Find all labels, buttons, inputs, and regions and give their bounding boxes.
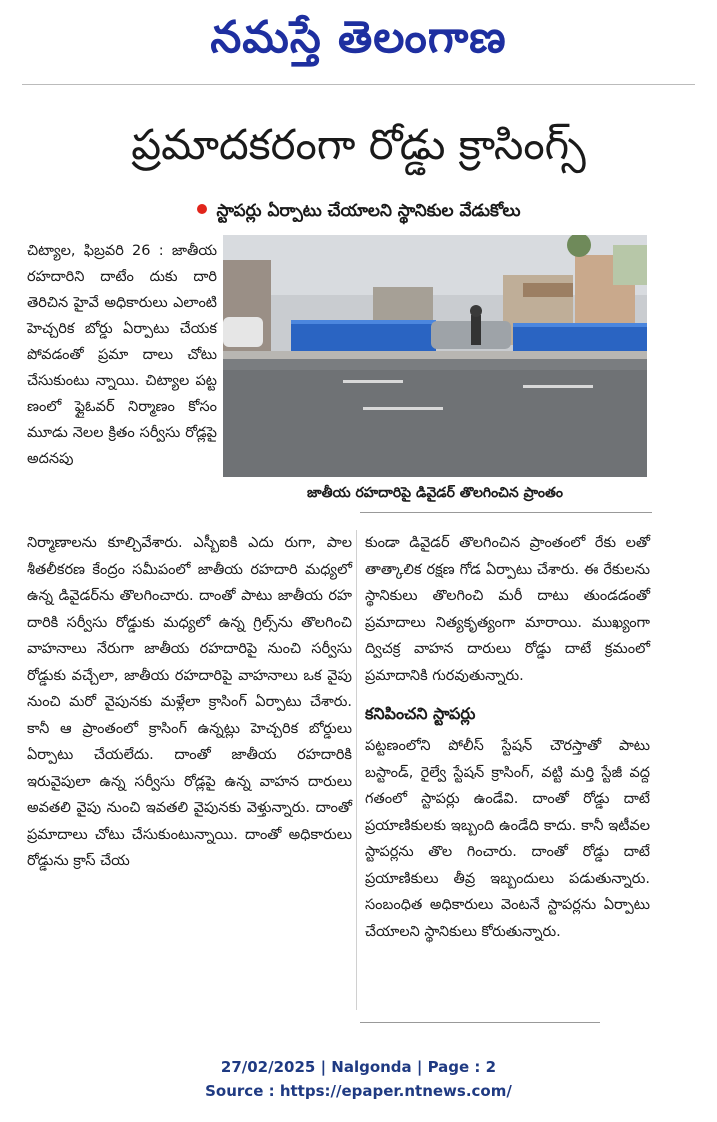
caption-divider <box>360 512 652 513</box>
photo-caption: జాతీయ రహదారిపై డివైడర్ తొలగించిన ప్రాంతం <box>307 485 563 501</box>
masthead-divider <box>22 84 695 85</box>
article-subheading: కనిపించని స్టాపర్లు <box>365 704 476 723</box>
article-column-left <box>27 238 217 472</box>
column-divider <box>356 530 357 1010</box>
subheadline-text: స్టాపర్లు ఏర్పాటు చేయాలని స్థానికుల వేడుకోలు <box>216 201 521 221</box>
article-text-right-2: పట్టణంలోని పోలీస్ స్టేషన్ చౌరస్తాతో పాటు బస్టాండ్, రైల్వే స్టేషన్ క్రాసింగ్, వట్టి మర్తి స్టేజీ వద్ద గతంలో స్టాపర్లు ఉండేవి. దాంతో రోడ్డు దాటే ప్రయాణికులకు ఇబ్బంది ఉండేది కాదు. కానీ ఇటీవల స్టాపర్లను తొల గించారు. దాంతో రోడ్డు దాటే ప్రయాణికులు తీవ్ర ఇబ్బందులు పడుతున్నారు. సంబంధిత అధికారులు వెంటనే స్టాపర్లను ఏర్పాటు చేయాలని స్థానికులు కోరుతున్నారు. <box>365 738 650 940</box>
newspaper-masthead: నమస్తే తెలంగాణ <box>210 12 507 63</box>
article-headline: ప్రమాదకరంగా రోడ్డు క్రాసింగ్స్ <box>131 120 586 169</box>
news-photo <box>223 235 647 477</box>
article-dateline: చిట్యాల, ఫిబ్రవరి 26 : <box>27 243 164 259</box>
road-divider-photo <box>223 235 647 477</box>
footer-source-link[interactable]: Source : https://epaper.ntnews.com/ <box>205 1082 512 1100</box>
bullet-icon <box>197 204 207 214</box>
article-text-middle: నిర్మాణాలను కూల్చివేశారు. ఎస్బీఐకి ఎదు రుగా, పాల శీతలీకరణ కేంద్రం సమీపంలో జాతీయ రహదారి మధ్యలో ఉన్న డివైడర్‌ను తొలగించారు. దాంతో పాటు జాతీయ రహ దారికి సర్వీసు రోడ్డుకు మధ్యలో ఉన్న గ్రిల్స్‌ను తొలగించి వాహనాలు నేరుగా జాతీయ రహదారిపై నుంచి సర్వీసు రోడ్డుకు వచ్చేలా, జాతీయ రహదారిపై వాహనాలు ఒక వైపు నుంచి మరో వైపునకు మళ్లేలా క్రాసింగ్ ఏర్పాటు చేశారు. కానీ ఆ ప్రాంతంలో క్రాసింగ్ ఉన్నట్లు హెచ్చరిక బోర్డులు ఏర్పాటు చేయలేదు. దాంతో జాతీయ రహదారికి ఇరువైపులా ఉన్న సర్వీసు రోడ్లపై ఉన్న వాహన దారులు అవతలి వైపు నుంచి ఇవతలి వైపునకు వెళ్తున్నారు. దాంతో ప్రమాదాలు చోటు చేసుకుంటున్నాయి. దాంతో అధికారులు రోడ్డును క్రాస్ చేయ <box>27 535 352 869</box>
article-column-middle <box>27 530 352 875</box>
article-column-right <box>365 530 650 945</box>
article-text-right: కుండా డివైడర్ తొలగించిన ప్రాంతంలో రేకు లతో తాత్కాలిక రక్షణ గోడ ఏర్పాటు చేశారు. ఈ రేకులను స్థానికులు తొలగించి మరీ దాటు తుండడంతో ప్రమాదాలు నిత్యకృత్యంగా మారాయి. ముఖ్యంగా ద్విచక్ర వాహన దారులు రోడ్డు దాటే క్రమంలో ప్రమాదానికి గురవుతున్నారు. <box>365 535 650 684</box>
cropped-next-headline <box>90 1036 510 1044</box>
footer-publication-info: 27/02/2025 | Nalgonda | Page : 2 <box>220 1058 497 1076</box>
article-paragraph <box>27 238 217 472</box>
article-subheadline <box>40 196 677 226</box>
article-end-divider <box>360 1022 600 1023</box>
article-text-left: జాతీయ రహదారిని దాటేం దుకు దారి తెరిచిన హైవే అధికారులు ఎలాంటి హెచ్చరిక బోర్డు ఏర్పాటు చేయక పోవడంతో ప్రమా దాలు చోటు చేసుకుంటు న్నాయి. చిట్యాల పట్ట ణంలో ఫ్లైఓవర్ నిర్మాణం కోసం మూడు నెలల క్రితం సర్వీసు రోడ్లపై అదనపు <box>27 243 217 467</box>
